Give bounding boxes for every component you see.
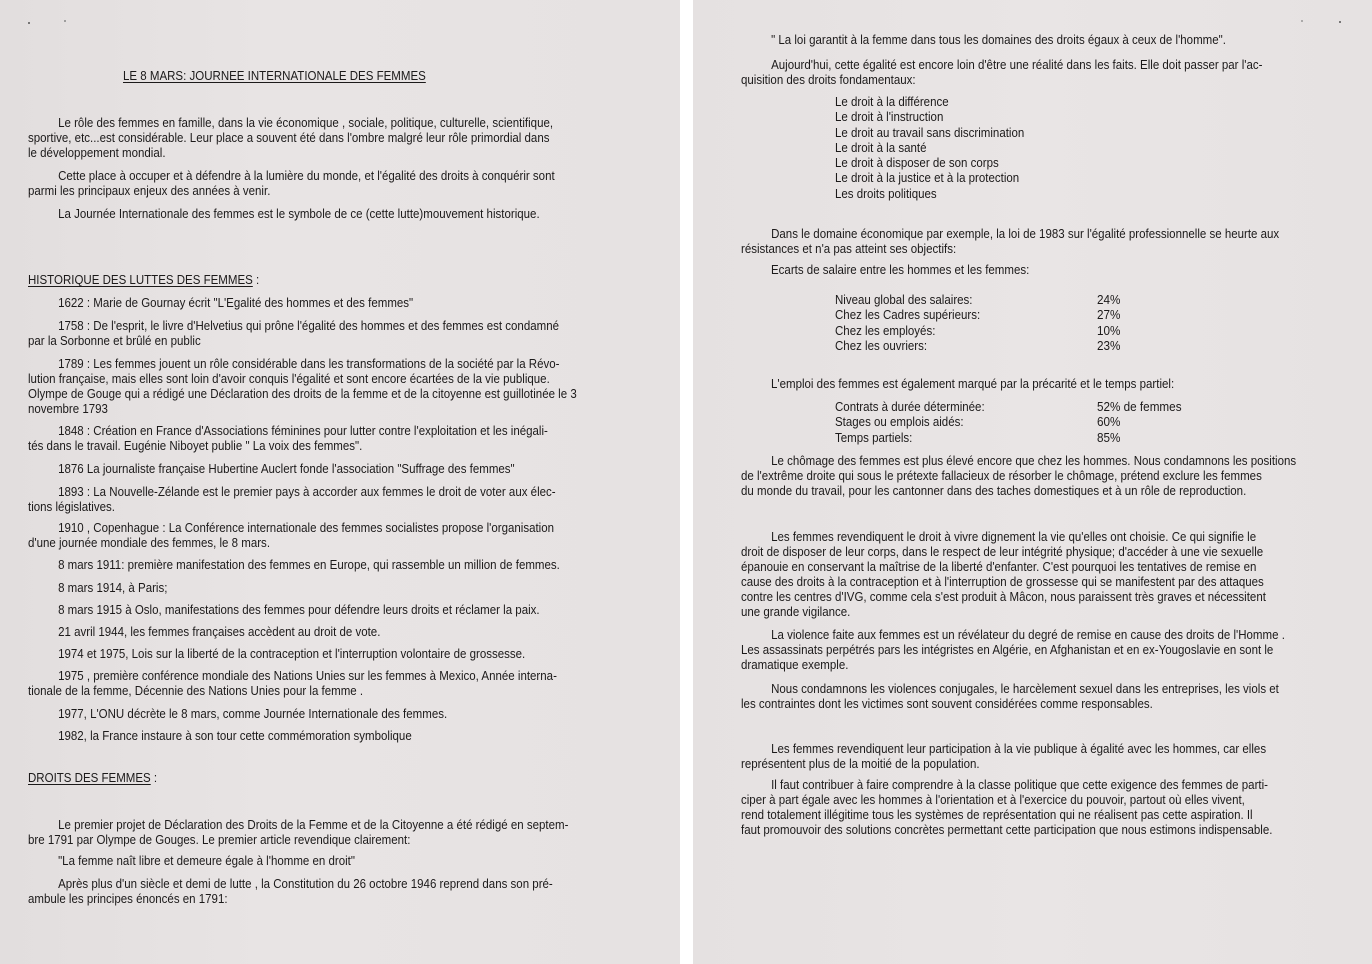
rights-paragraph — [28, 876, 553, 906]
fundamental-right-item: Le droit à l'instruction — [835, 109, 944, 125]
paper-speck — [1301, 20, 1303, 22]
intro-paragraph — [28, 115, 553, 160]
history-entry — [28, 356, 577, 416]
text-line: novembre 1793 — [28, 401, 108, 416]
text-line: 1982, la France instaure à son tour cette commémoration symbolique — [58, 728, 412, 743]
text-line: 1910 , Copenhague : La Conférence internationale des femmes socialistes propose l'organisation — [58, 520, 555, 535]
body-paragraph — [741, 453, 1296, 498]
text-line: le développement mondial. — [28, 145, 166, 160]
fundamental-rights-list — [835, 94, 1024, 201]
text-line: 1848 : Création en France d'Associations féminines pour lutter contre l'exploitation et les inégali- — [58, 423, 548, 438]
text-line: une grande vigilance. — [741, 604, 851, 619]
text-line: les contraintes dont les victimes sont souvent considérées comme responsables. — [741, 696, 1153, 711]
row-value: 60% — [1097, 414, 1121, 430]
text-line: rend totalement illégitime tous les systèmes de représentation qui ne réalisent pas cette aspiration. Il — [741, 807, 1253, 822]
precarity-heading — [771, 376, 1174, 391]
paper-speck — [64, 20, 66, 22]
document-title — [123, 68, 426, 83]
history-entry — [28, 295, 413, 310]
text-line: Les femmes revendiquent le droit à vivre dignement la vie qu'elles ont choisie. Ce qui signifie le — [771, 529, 1257, 544]
text-line: La Journée Internationale des femmes est le symbole de ce (cette lutte)mouvement historique. — [58, 206, 540, 221]
row-value: 27% — [1097, 307, 1121, 323]
history-entry — [28, 624, 380, 639]
text-line: Le rôle des femmes en famille, dans la vie économique , sociale, politique, culturelle, scientifique, — [58, 115, 554, 130]
history-heading-suffix: : — [252, 272, 260, 287]
row-label: Chez les ouvriers: — [835, 337, 928, 353]
intro-paragraph — [28, 168, 555, 198]
document-title-text: LE 8 MARS: JOURNEE INTERNATIONALE DES FEMMES — [123, 68, 426, 83]
fundamental-right-item: Le droit à la différence — [835, 94, 949, 109]
body-paragraph — [741, 777, 1272, 837]
history-entry — [28, 318, 559, 348]
text-line: 1977, L'ONU décrète le 8 mars, comme Journée Internationale des femmes. — [58, 706, 448, 721]
text-line: épanouie en conservant la maîtrise de la liberté d'enfanter. C'est pourquoi les tentatives de remise en — [741, 559, 1257, 574]
row-label: Niveau global des salaires: — [835, 292, 973, 307]
history-entry — [28, 668, 557, 698]
fundamental-right-item: Les droits politiques — [835, 185, 937, 201]
text-line: parmi les principaux enjeux des années à venir. — [28, 183, 271, 198]
text-line: Olympe de Gouge qui a rédigé une Déclaration des droits de la femme et de la citoyenne est guillotinée le 3 — [28, 386, 577, 401]
text-line: sportive, etc...est considérable. Leur place a souvent été dans l'ombre malgré leur rôle primordial dans — [28, 130, 550, 145]
history-entry — [28, 728, 412, 743]
row-value: 23% — [1097, 337, 1121, 353]
text-line: Aujourd'hui, cette égalité est encore loin d'être une réalité dans les faits. Elle doit passer par l'ac- — [771, 57, 1263, 72]
text-line: " La loi garantit à la femme dans tous les domaines des droits égaux à ceux de l'homme". — [771, 32, 1226, 47]
text-line: représentent plus de la moitié de la population. — [741, 756, 980, 771]
row-label: Temps partiels: — [835, 429, 913, 445]
row-value: 24% — [1097, 292, 1121, 307]
text-line: Le chômage des femmes est plus élevé encore que chez les hommes. Nous condamnons les positions — [771, 453, 1297, 468]
text-line: quisition des droits fondamentaux: — [741, 72, 916, 87]
text-line: "La femme naît libre et demeure égale à l'homme en droit" — [58, 853, 355, 868]
text-line: 1622 : Marie de Gournay écrit "L'Egalité des hommes et des femmes" — [58, 295, 414, 310]
text-line: Cette place à occuper et à défendre à la lumière du monde, et l'égalité des droits à conquérir sont — [58, 168, 555, 183]
rights-paragraph — [28, 853, 355, 868]
history-entry — [28, 646, 525, 661]
text-line: Après plus d'un siècle et demi de lutte , la Constitution du 26 octobre 1946 reprend dans son pré- — [58, 876, 553, 891]
paper-speck — [28, 22, 30, 24]
body-paragraph — [741, 627, 1285, 672]
text-line: 1893 : La Nouvelle-Zélande est le premier pays à accorder aux femmes le droit de voter aux élec- — [58, 484, 556, 499]
text-line: tions législatives. — [28, 499, 115, 514]
rights-heading — [28, 770, 157, 785]
text-line: La violence faite aux femmes est un révélateur du degré de remise en cause des droits de l'Homme . — [771, 627, 1285, 642]
precarity-heading-text: L'emploi des femmes est également marqué par la précarité et le temps partiel: — [771, 376, 1175, 391]
text-line: 1789 : Les femmes jouent un rôle considérable dans les transformations de la société par la Révo- — [58, 356, 560, 371]
text-line: du monde du travail, pour les cantonner dans des taches domestiques et à un rôle de reproduction. — [741, 483, 1247, 498]
text-line: résistances et n'a pas atteint ses objectifs: — [741, 241, 957, 256]
text-line: tés dans le travail. Eugénie Niboyet publie " La voix des femmes". — [28, 438, 363, 453]
text-line: lution française, mais elles sont loin d'avoir conquis l'égalité et sont encore écartées de la vie publique. — [28, 371, 550, 386]
text-line: Le premier projet de Déclaration des Droits de la Femme et de la Citoyenne a été rédigé en septem- — [58, 817, 569, 832]
text-line: Les assassinats perpétrés pars les intégristes en Algérie, en Afghanistan et en ex-Yougoslavie en sont le — [741, 642, 1274, 657]
text-line: 8 mars 1915 à Oslo, manifestations des femmes pour défendre leurs droits et réclamer la paix. — [58, 602, 540, 617]
history-entry — [28, 484, 556, 514]
row-value: 85% — [1097, 429, 1121, 445]
row-label: Chez les employés: — [835, 322, 936, 338]
text-line: 21 avril 1944, les femmes françaises accèdent au droit de vote. — [58, 624, 381, 639]
text-line: bre 1791 par Olympe de Gouges. Le premier article revendique clairement: — [28, 832, 411, 847]
text-line: 1974 et 1975, Lois sur la liberté de la contraception et l'interruption volontaire de grossesse. — [58, 646, 526, 661]
text-line: faut promouvoir des solutions concrètes permettant cette participation que nous estimons indispensable. — [741, 822, 1273, 837]
history-entry — [28, 461, 515, 476]
text-line: 1876 La journaliste française Hubertine Auclert fonde l'association "Suffrage des femmes" — [58, 461, 515, 476]
body-paragraph — [741, 681, 1279, 711]
text-line: dramatique exemple. — [741, 657, 849, 672]
row-value: 52% de femmes — [1097, 399, 1182, 414]
text-line: par la Sorbonne et brûlé en public — [28, 333, 201, 348]
paper-speck — [1339, 21, 1341, 23]
text-line: Les femmes revendiquent leur participation à la vie publique à égalité avec les hommes, car elles — [771, 741, 1267, 756]
history-entry — [28, 706, 447, 721]
text-line: 8 mars 1914, à Paris; — [58, 580, 168, 595]
text-line: Il faut contribuer à faire comprendre à la classe politique que cette exigence des femmes de parti- — [771, 777, 1269, 792]
history-entry — [28, 602, 540, 617]
body-paragraph — [741, 741, 1266, 771]
history-entry — [28, 580, 167, 595]
today-paragraph — [741, 57, 1262, 87]
text-line: de l'extrême droite qui sous le prétexte fallacieux de résorber le chômage, prétend exclure les femmes — [741, 468, 1262, 483]
body-paragraph — [741, 529, 1266, 619]
intro-paragraph — [28, 206, 540, 221]
fundamental-right-item: Le droit à disposer de son corps — [835, 155, 999, 171]
text-line: tionale de la femme, Décennie des Nations Unies pour la femme . — [28, 683, 364, 698]
history-heading — [28, 272, 259, 287]
economic-paragraph — [741, 226, 1279, 256]
history-entry — [28, 423, 548, 453]
rights-heading-suffix: : — [150, 770, 158, 785]
rights-paragraph — [28, 817, 568, 847]
text-line: cause des droits à la contraception et à l'interruption de grossesse qui se manifestent par des attaques — [741, 574, 1264, 589]
row-label: Stages ou emplois aidés: — [835, 414, 964, 430]
text-line: 1975 , première conférence mondiale des Nations Unies sur les femmes à Mexico, Année interna- — [58, 668, 557, 683]
text-line: d'une journée mondiale des femmes, le 8 mars. — [28, 535, 271, 550]
text-line: droit de disposer de leur corps, dans le respect de leur intégrité physique; d'accéder à une vie sexuelle — [741, 544, 1264, 559]
salary-gap-heading — [771, 262, 1029, 277]
fundamental-right-item: Le droit à la santé — [835, 139, 927, 155]
left-page — [0, 0, 680, 964]
salary-gap-heading-text: Ecarts de salaire entre les hommes et les femmes: — [771, 262, 1030, 277]
fundamental-right-item: Le droit au travail sans discrimination — [835, 124, 1025, 140]
text-line: 1758 : De l'esprit, le livre d'Helvetius qui prône l'égalité des hommes et des femmes est condamné — [58, 318, 560, 333]
text-line: contre les centres d'IVG, comme cela s'est produit à Mâcon, nous paraissent très graves et nécessitent — [741, 589, 1266, 604]
text-line: Nous condamnons les violences conjugales, le harcèlement sexuel dans les entreprises, les viols et — [771, 681, 1279, 696]
text-line: Dans le domaine économique par exemple, la loi de 1983 sur l'égalité professionnelle se heurte aux — [771, 226, 1280, 241]
right-page — [693, 0, 1372, 964]
history-entry — [28, 557, 560, 572]
text-line: ambule les principes énoncés en 1791: — [28, 891, 228, 906]
constitution-quote — [741, 32, 1226, 47]
text-line: ciper à part égale avec les hommes à l'orientation et à l'exercice du pouvoir, partout où elles vivent, — [741, 792, 1245, 807]
rights-heading-text: DROITS DES FEMMES — [28, 770, 151, 785]
row-value: 10% — [1097, 322, 1121, 338]
history-entry — [28, 520, 554, 550]
row-label: Contrats à durée déterminée: — [835, 399, 985, 414]
row-label: Chez les Cadres supérieurs: — [835, 307, 981, 323]
text-line: 8 mars 1911: première manifestation des femmes en Europe, qui rassemble un million de femmes. — [58, 557, 560, 572]
fundamental-right-item: Le droit à la justice et à la protection — [835, 170, 1020, 186]
history-heading-text: HISTORIQUE DES LUTTES DES FEMMES — [28, 272, 253, 287]
